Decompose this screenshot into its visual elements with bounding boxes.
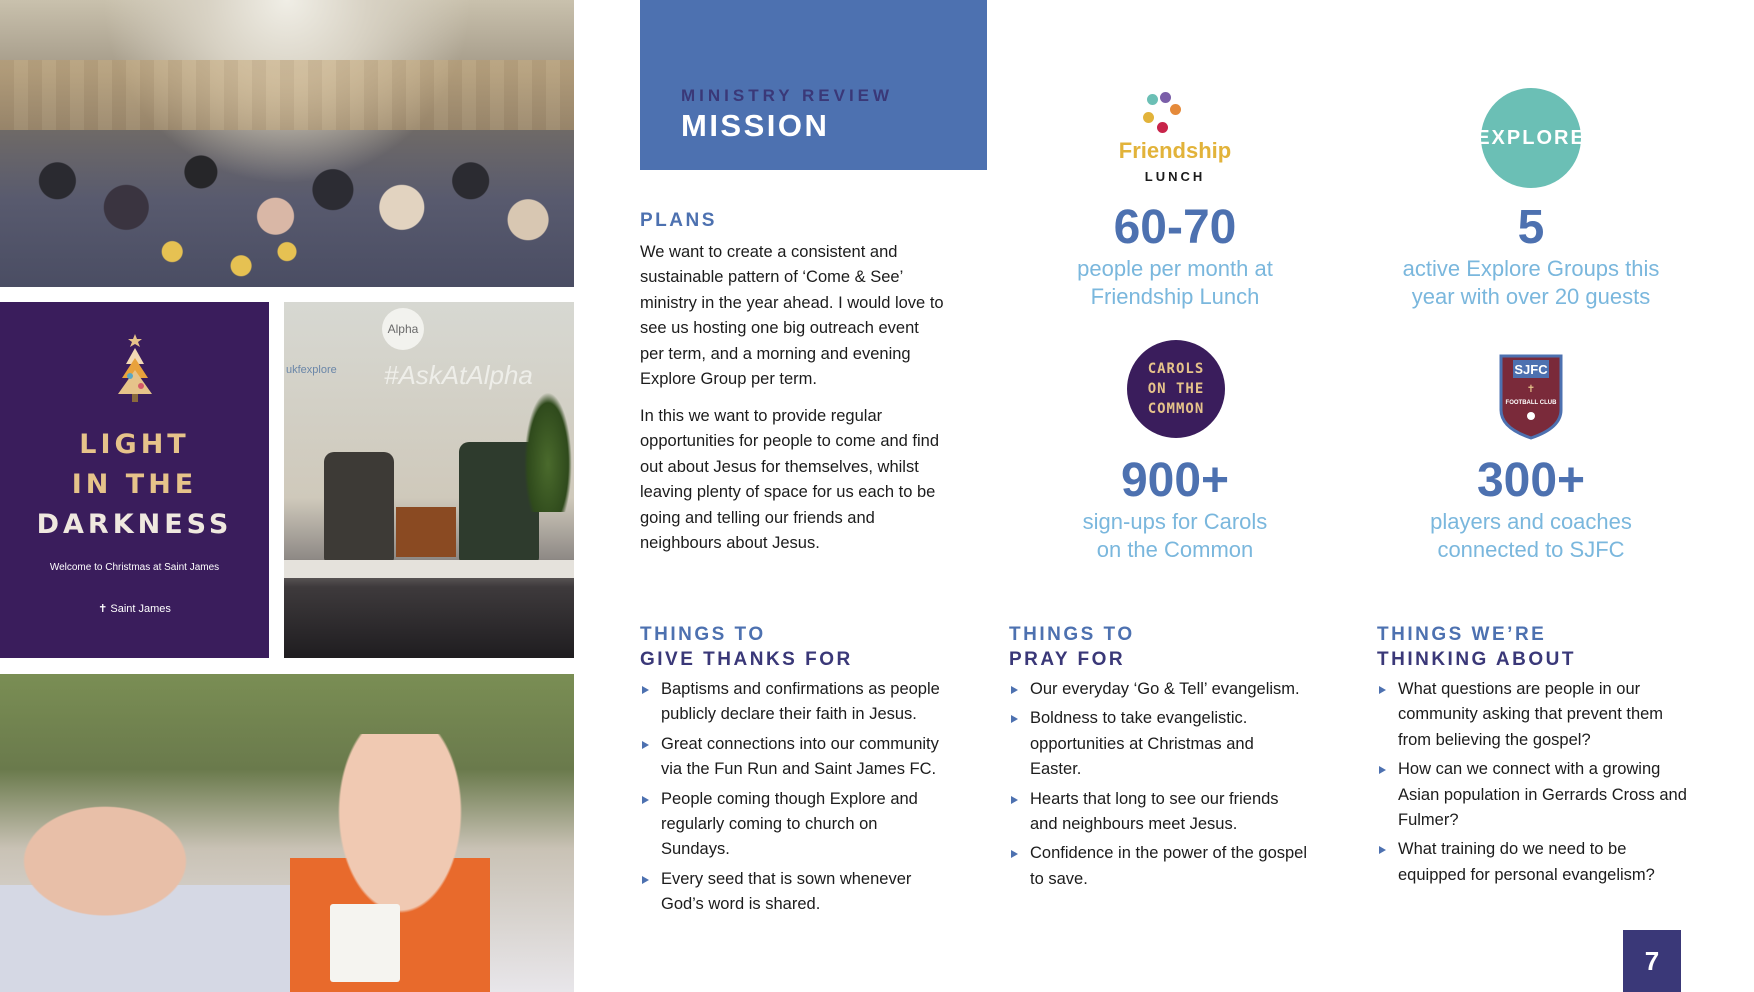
stat-value: 900+ xyxy=(1120,454,1230,507)
stage-plant xyxy=(524,392,572,512)
stat-desc-line2: on the Common xyxy=(1096,537,1254,562)
card-title-line2 xyxy=(0,465,269,505)
pray-heading-line1: THINGS TO xyxy=(1009,624,1135,645)
stat-value: 5 xyxy=(1517,201,1545,254)
thanks-heading xyxy=(640,622,853,672)
friendship-lunch-word: LUNCH xyxy=(1144,169,1206,184)
page-number: 7 xyxy=(1623,930,1681,992)
thinking-heading-line1: THINGS WE’RE xyxy=(1377,624,1547,645)
stat-desc-line2: Friendship Lunch xyxy=(1090,284,1260,309)
stat-carols xyxy=(1015,454,1335,564)
plans-paragraph-2: In this we want to provide regular opportunities for people to come and find out about Jesus for themselves, whilst leaving plenty of space for us each to be going and telling our friends and neighbours about Jesus. xyxy=(640,407,940,553)
friendship-word: Friendship xyxy=(1118,138,1232,163)
pray-heading xyxy=(1009,622,1135,672)
sjfc-crest-mid: FOOTBALL CLUB xyxy=(1505,400,1557,406)
list-item: Confidence in the power of the gospel to save. xyxy=(1009,841,1309,892)
stage-edge xyxy=(284,560,574,578)
stat-value: 60-70 xyxy=(1113,201,1237,254)
card-title-in: IN xyxy=(71,469,126,500)
card-church-logo: ✝ Saint James xyxy=(98,603,171,615)
thanks-heading-line1: THINGS TO xyxy=(640,624,766,645)
section-header xyxy=(640,0,987,170)
pray-heading-line2: PRAY FOR xyxy=(1009,649,1126,670)
stat-desc-line1: people per month at xyxy=(1077,256,1273,281)
christmas-tree-icon xyxy=(110,332,160,404)
thinking-heading-line2: THINKING ABOUT xyxy=(1377,649,1576,670)
header-kicker: MINISTRY REVIEW xyxy=(681,86,894,105)
race-bib xyxy=(330,904,400,982)
alpha-logo: Alpha xyxy=(382,308,424,350)
fun-run-photo xyxy=(0,674,574,992)
alpha-url: ukfexplore xyxy=(286,364,337,376)
stat-friendship xyxy=(1015,201,1335,311)
list-item: Boldness to take evangelistic. opportunities at Christmas and Easter. xyxy=(1009,706,1309,782)
thanks-heading-line2: GIVE THANKS FOR xyxy=(640,649,853,670)
pray-list xyxy=(1009,677,1309,896)
stat-desc-line2: year with over 20 guests xyxy=(1411,284,1651,309)
stat-sjfc xyxy=(1371,454,1691,564)
card-title-line3: DARKNESS xyxy=(36,509,233,540)
stat-desc-line1: sign-ups for Carols xyxy=(1082,509,1268,534)
logo-dot-yellow xyxy=(1143,112,1154,123)
list-item: Baptisms and confirmations as people publicly declare their faith in Jesus. xyxy=(640,677,950,728)
logo-dot-teal xyxy=(1147,94,1158,105)
stat-desc-line1: active Explore Groups this xyxy=(1402,256,1660,281)
face-painter xyxy=(0,754,300,992)
list-item: Hearts that long to see our friends and neighbours meet Jesus. xyxy=(1009,787,1309,838)
list-item: People coming though Explore and regularly coming to church on Sundays. xyxy=(640,787,950,863)
plans-paragraph-1: We want to create a consistent and sustainable pattern of ‘Come & See’ ministry in the year ahead. I would love to see us hosting one big outreach event per term, and a morning and evening Explore Group per term. xyxy=(640,243,944,389)
list-item: What training do we need to be equipped for personal evangelism? xyxy=(1377,837,1687,888)
logo-dot-orange xyxy=(1170,104,1181,115)
alpha-stage-photo xyxy=(284,302,574,658)
list-item: Our everyday ‘Go & Tell’ evangelism. xyxy=(1009,677,1309,702)
card-title-line1: LIGHT xyxy=(79,429,190,460)
logo-dot-purple xyxy=(1160,92,1171,103)
thanks-list xyxy=(640,677,950,922)
carols-logo xyxy=(1127,340,1225,438)
stat-desc-line2: connected to SJFC xyxy=(1437,537,1625,562)
friendship-lunch-logo xyxy=(1115,86,1235,186)
alpha-hashtag: #AskAtAlpha xyxy=(384,360,533,390)
list-item: How can we connect with a growing Asian population in Gerrards Cross and Fulmer? xyxy=(1377,757,1687,833)
hall-crowd xyxy=(0,110,574,287)
list-item: Every seed that is sown whenever God’s word is shared. xyxy=(640,867,950,918)
sjfc-crest-icon xyxy=(1497,352,1565,440)
sjfc-crest-top: SJFC xyxy=(1514,362,1548,377)
thinking-list xyxy=(1377,677,1687,892)
carols-line1: CAROLS xyxy=(1147,361,1205,377)
logo-dot-red xyxy=(1157,122,1168,133)
list-item: What questions are people in our community asking that prevent them from believing the gospel? xyxy=(1377,677,1687,753)
stage-chair-left xyxy=(324,452,394,562)
stat-value: 300+ xyxy=(1476,454,1586,507)
plans-heading: PLANS xyxy=(640,210,717,231)
hall-photo xyxy=(0,0,574,287)
card-welcome: Welcome to Christmas at Saint James xyxy=(49,562,220,573)
stat-desc-line1: players and coaches xyxy=(1430,509,1632,534)
carols-line3: COMMON xyxy=(1147,401,1205,417)
stat-explore xyxy=(1371,201,1691,311)
header-title: MISSION xyxy=(681,108,830,143)
light-in-darkness-card xyxy=(0,302,269,658)
thinking-heading xyxy=(1377,622,1576,672)
list-item: Great connections into our community via the Fun Run and Saint James FC. xyxy=(640,732,950,783)
explore-logo: EXPLORE xyxy=(1481,88,1581,188)
carols-line2: ON THE xyxy=(1147,381,1205,397)
card-title xyxy=(0,425,269,545)
card-title-the: THE xyxy=(125,469,198,500)
card-church-name: Saint James xyxy=(110,603,171,615)
svg-text:✝: ✝ xyxy=(1526,384,1536,395)
stage-table xyxy=(396,507,456,557)
